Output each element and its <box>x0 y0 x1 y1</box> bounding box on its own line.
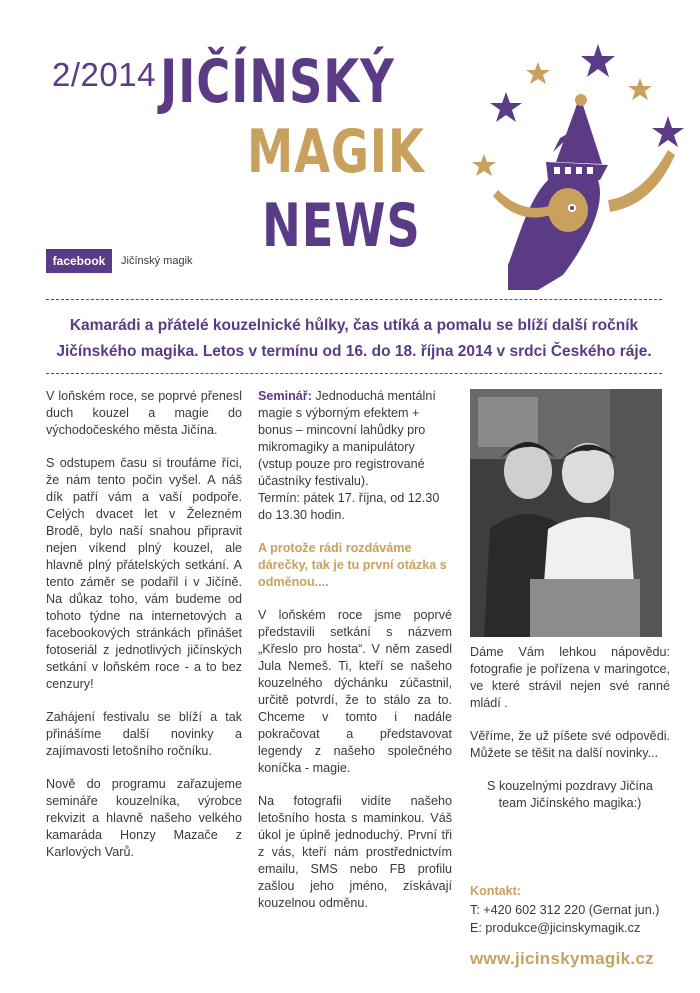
divider-top <box>46 299 662 300</box>
col1-paragraph: Zahájení festivalu se blíží a tak přinášíme další novinky a zajímavosti letošního ročníku. <box>46 710 242 758</box>
magician-mascot-icon <box>468 40 690 290</box>
issue-number: 2/2014 <box>52 56 156 93</box>
col3-paragraph: Věříme, že už píšete své odpovědi. Můžete se těšit na další novinky... <box>470 729 670 760</box>
website-link[interactable]: www.jicinskymagik.cz <box>470 949 654 968</box>
title-line-2: MAGIK <box>247 117 425 187</box>
intro-line-2: Jičínského magika. Letos v termínu od 16. do 18. října 2014 v srdci Českého ráje. <box>56 343 652 360</box>
column-1 <box>46 388 242 877</box>
col2-paragraph: Na fotografii vidíte našeho letošního hosta s maminkou. Váš úkol je úplně jednoduchý. První tři z vás, kteří nám prostřednictvím emailu, SMS nebo FB profilu zašlou jeho jméno, získávají kouzelnou odměnu. <box>258 794 452 910</box>
col1-paragraph: S odstupem času si troufáme říci, že nám tento počin vyšel. A náš dík patří vám a vaší podpoře. Celých dvacet let v Železném Brodě, bylo naší snahou připravit nejen víkend plný kouzel, ale hlavně plný přátelských setkání. A tento záměr se podařil i v Jičíně. Na důkaz toho, vám budeme od tohoto týdne na internetových a facebookových stránkách přinášet fotoseriál z jednotlivých jičínských setkání v loňském roce - a to bez cenzury! <box>46 456 242 691</box>
seminar-text: Jednoduchá mentální magie s výborným efektem + bonus – mincovní lahůdky pro mikromagiky a manipulátory (vstup pouze pro registrované účastníky festivalu). <box>258 389 436 488</box>
contact-heading: Kontakt: <box>470 884 522 898</box>
title-line-3: NEWS <box>262 191 421 261</box>
facebook-badge[interactable]: facebook <box>46 249 112 273</box>
col1-paragraph: Nově do programu zařazujeme semináře kouzelníka, výrobce rekvizit a hlavně našeho velkého kamaráda Honzy Mazače z Karlových Varů. <box>46 777 242 859</box>
facebook-page-name[interactable]: Jičínský magik <box>121 255 193 267</box>
greeting-line-1: S kouzelnými pozdravy Jičína <box>487 779 653 793</box>
col1-paragraph: V loňském roce, se poprvé přenesl duch kouzel a magie do východočeského města Jičína. <box>46 389 242 437</box>
title-line-1: JIČÍNSKÝ <box>160 47 395 117</box>
divider-bottom <box>46 373 662 374</box>
intro-line-1: Kamarádi a přátelé kouzelnické hůlky, čas utíká a pomalu se blíží další ročník <box>69 317 639 334</box>
hint-paragraph: Dáme Vám lehkou nápovědu: fotografie je pořízena v maringotce, ve které strávil nejen své ranné mládí . <box>470 645 670 710</box>
photo-illustration <box>470 389 662 637</box>
column-3 <box>470 644 670 812</box>
column-2 <box>258 388 452 928</box>
greeting-line-2: team Jičínského magika:) <box>498 796 642 810</box>
col2-paragraph: V loňském roce jsme poprvé představili setkání s názvem „Křeslo pro hosta“. V něm zasedl Jula Nemeš. Ti, kteří se našeho kouzelného dýchánku zúčastnil, určitě potvrdí, že to stálo za to. Chceme v tomto i nadále pokračovat a představovat legendy z našeho společného koníčka - magie. <box>258 608 452 775</box>
seminar-paragraph <box>258 388 452 490</box>
seminar-label: Seminář: <box>258 389 312 403</box>
guest-photo <box>470 389 662 637</box>
seminar-time: Termín: pátek 17. října, od 12.30 do 13.30 hodin. <box>258 491 440 522</box>
question-heading: A protože rádi rozdáváme dárečky, tak je tu první otázka s odměnou.... <box>258 541 447 589</box>
intro-text <box>46 313 662 365</box>
contact-phone[interactable]: T: +420 602 312 220 (Gernat jun.) <box>470 903 660 917</box>
contact-email[interactable]: E: produkce@jicinskymagik.cz <box>470 921 641 935</box>
